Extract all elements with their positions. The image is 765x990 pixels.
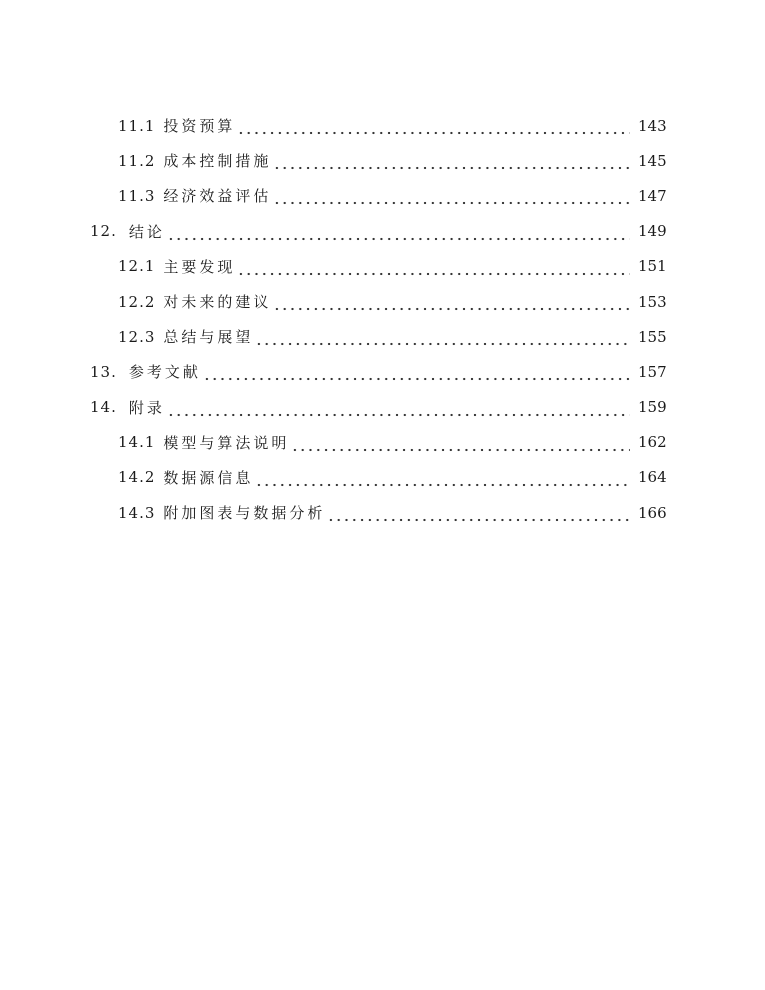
table-of-contents (0, 108, 765, 530)
toc-entry-page: 159 (638, 398, 667, 417)
toc-entry-number: 14. (90, 398, 117, 417)
toc-entry-page: 162 (638, 433, 667, 452)
toc-entry-page: 153 (638, 292, 667, 311)
toc-entry-12-1[interactable] (0, 249, 765, 284)
dot-leader (255, 472, 630, 487)
toc-entry-title: 投资预算 (163, 117, 236, 136)
dot-leader (255, 331, 630, 346)
dot-leader (327, 507, 630, 522)
dot-leader (203, 366, 630, 381)
toc-entry-page: 166 (638, 503, 667, 522)
toc-entry-number: 12.3 (118, 327, 156, 346)
toc-entry-11-1[interactable] (0, 108, 765, 143)
toc-entry-14-2[interactable] (0, 460, 765, 495)
toc-entry-number: 12.1 (118, 257, 156, 276)
toc-entry-11-2[interactable] (0, 143, 765, 178)
toc-entry-13[interactable] (0, 354, 765, 389)
dot-leader (237, 120, 630, 135)
toc-entry-title: 结论 (128, 222, 165, 241)
toc-entry-number: 11.1 (118, 116, 156, 135)
dot-leader (237, 261, 630, 276)
toc-entry-number: 14.2 (118, 468, 156, 487)
dot-leader (291, 437, 630, 452)
toc-entry-number: 11.2 (118, 151, 156, 170)
toc-entry-12[interactable] (0, 214, 765, 249)
dot-leader (273, 190, 630, 205)
toc-entry-title: 附加图表与数据分析 (163, 504, 326, 523)
toc-entry-title: 经济效益评估 (163, 187, 272, 206)
toc-entry-title: 数据源信息 (163, 468, 254, 487)
toc-entry-number: 14.1 (118, 433, 156, 452)
toc-entry-page: 155 (638, 327, 667, 346)
toc-entry-title: 成本控制措施 (163, 152, 272, 171)
toc-entry-number: 12.2 (118, 292, 156, 311)
toc-entry-page: 149 (638, 222, 667, 241)
toc-entry-number: 14.3 (118, 503, 156, 522)
dot-leader (273, 155, 630, 170)
toc-entry-title: 附录 (128, 398, 165, 417)
toc-entry-number: 13. (90, 362, 117, 381)
toc-entry-title: 参考文献 (128, 363, 201, 382)
dot-leader (167, 226, 630, 241)
toc-entry-title: 模型与算法说明 (163, 433, 290, 452)
toc-entry-12-3[interactable] (0, 319, 765, 354)
toc-entry-14-1[interactable] (0, 425, 765, 460)
toc-entry-title: 对未来的建议 (163, 293, 272, 312)
toc-entry-title: 总结与展望 (163, 328, 254, 347)
dot-leader (273, 296, 630, 311)
toc-entry-page: 164 (638, 468, 667, 487)
toc-entry-14-3[interactable] (0, 495, 765, 530)
toc-entry-number: 12. (90, 222, 117, 241)
toc-entry-12-2[interactable] (0, 284, 765, 319)
toc-entry-title: 主要发现 (163, 257, 236, 276)
toc-entry-11-3[interactable] (0, 178, 765, 213)
toc-entry-page: 151 (638, 257, 667, 276)
toc-entry-page: 147 (638, 186, 667, 205)
toc-entry-page: 157 (638, 362, 667, 381)
toc-entry-number: 11.3 (118, 186, 156, 205)
toc-entry-page: 145 (638, 151, 667, 170)
toc-entry-page: 143 (638, 116, 667, 135)
toc-entry-14[interactable] (0, 390, 765, 425)
dot-leader (167, 402, 630, 417)
